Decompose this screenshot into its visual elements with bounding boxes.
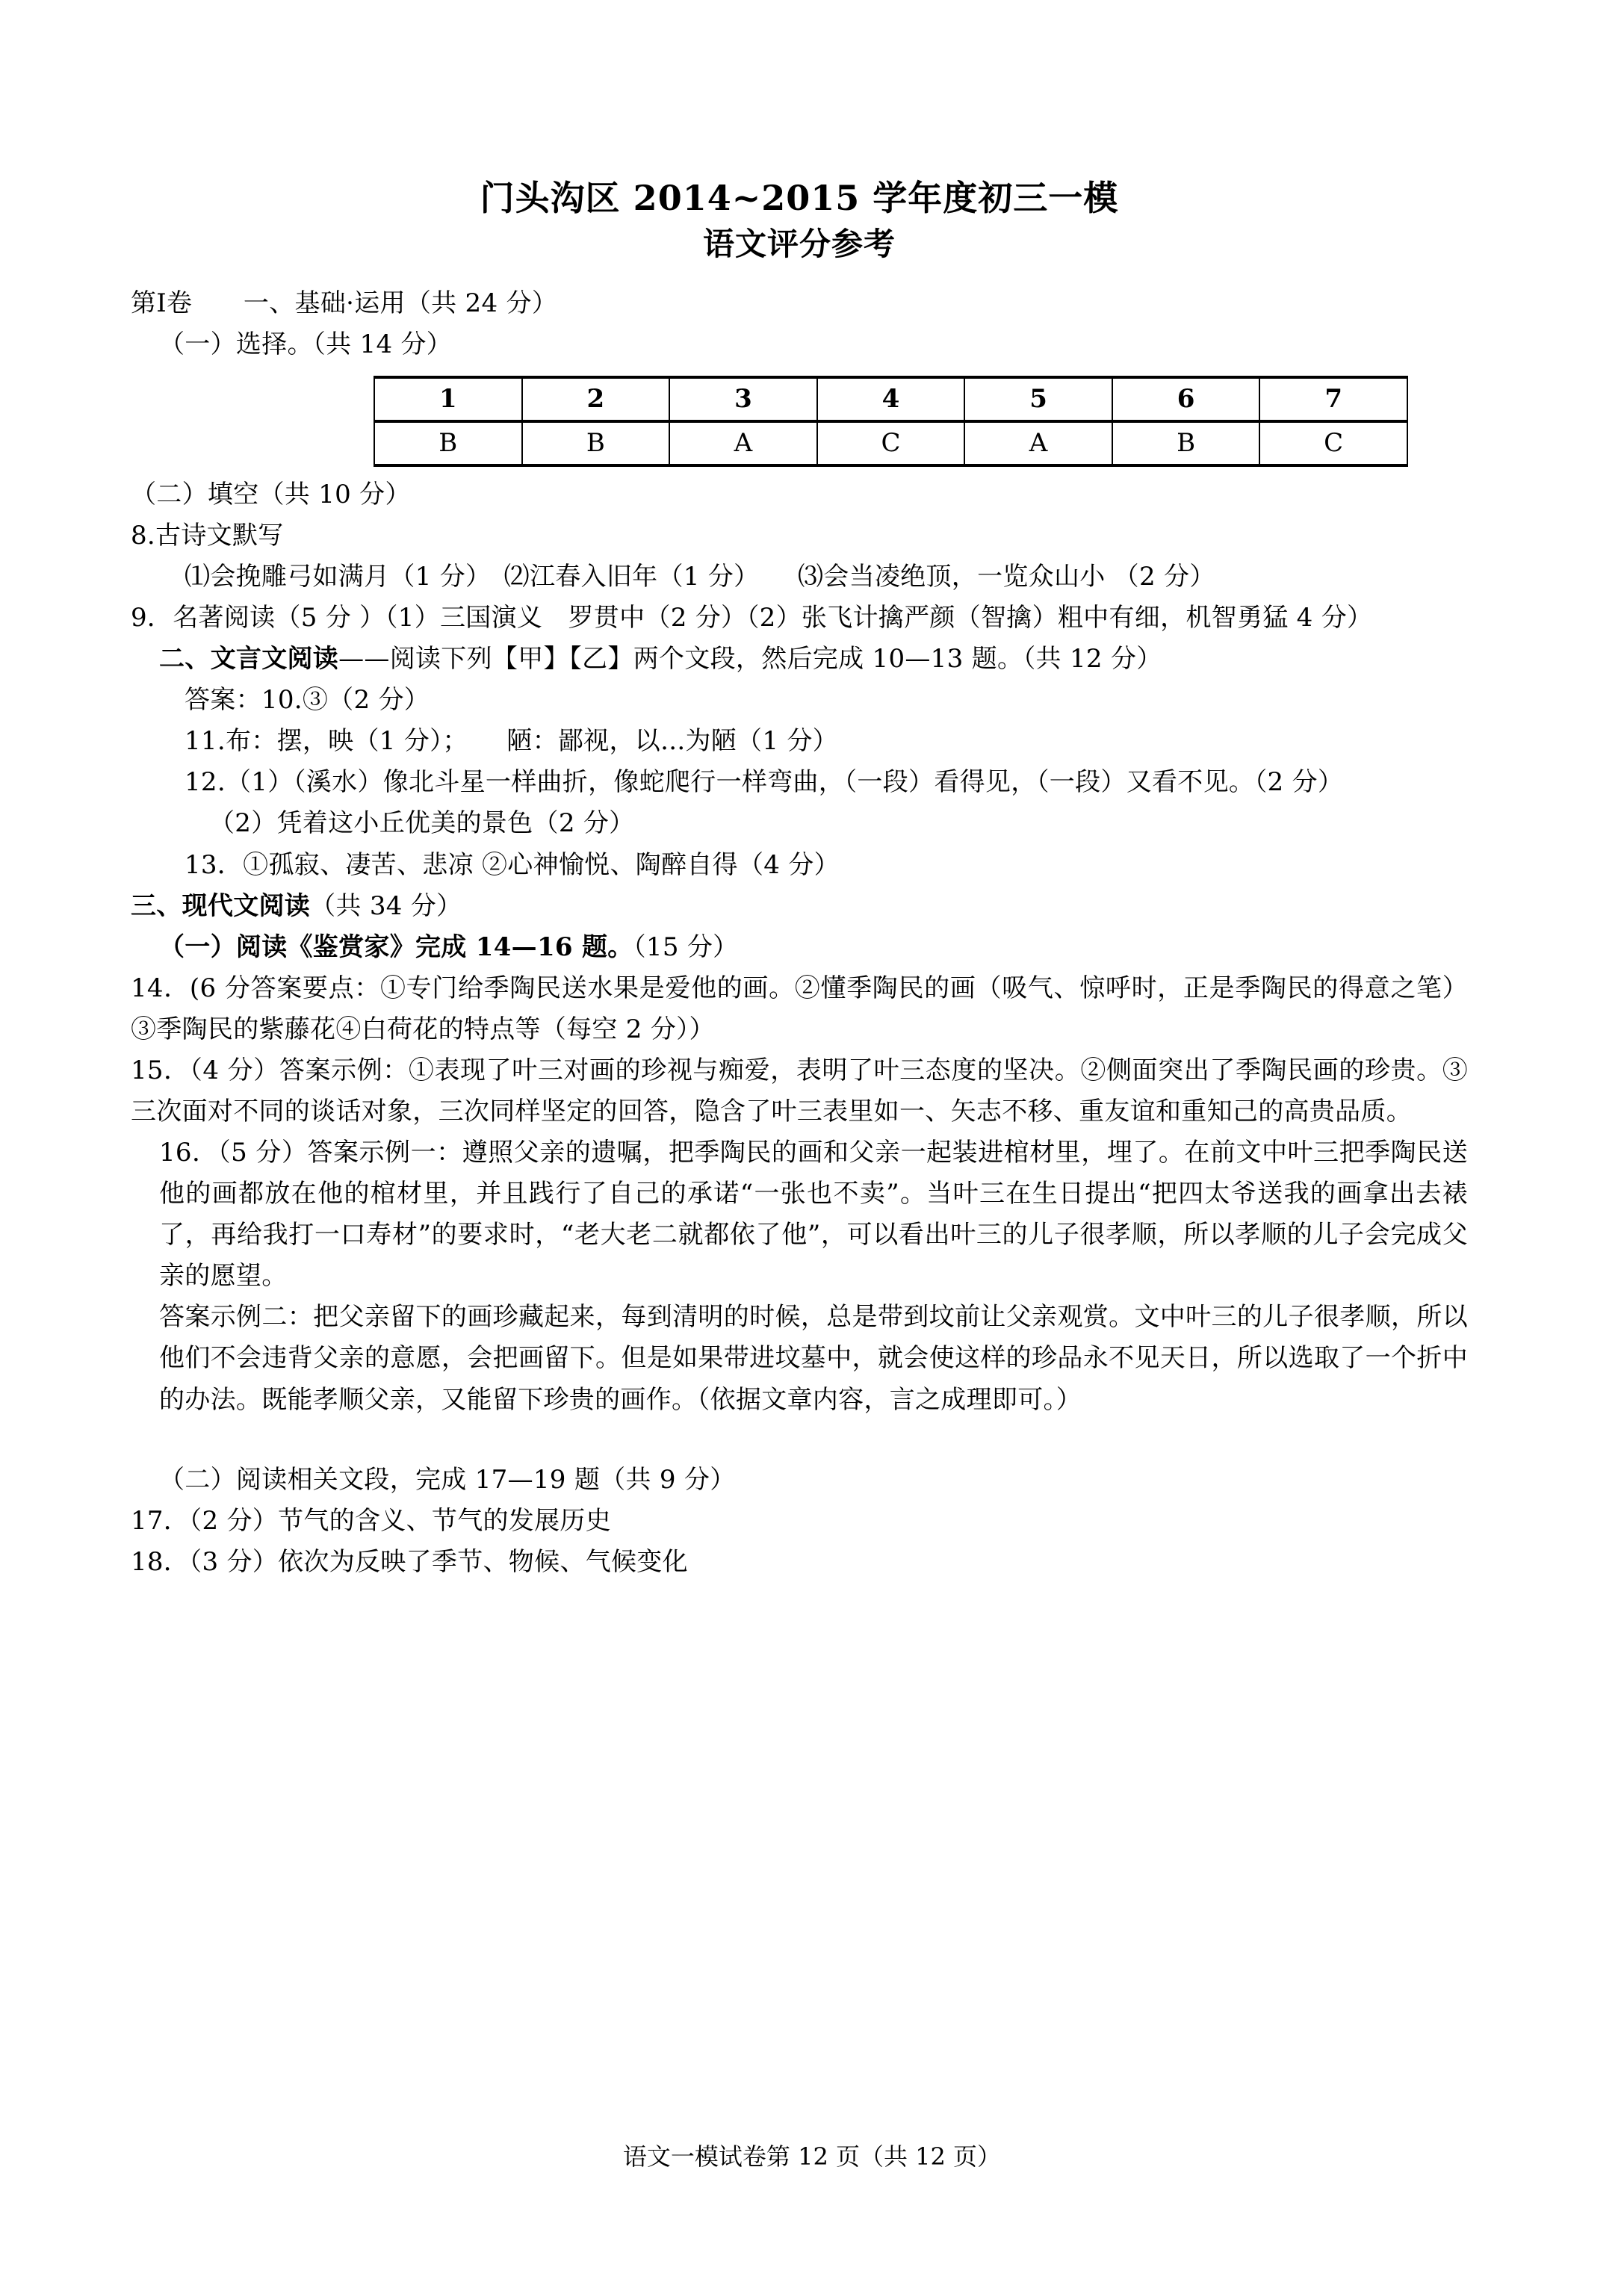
table-cell-answer: B <box>374 421 522 465</box>
question-14-answer: 14．(6 分答案要点：①专门给季陶民送水果是爱他的画。②懂季陶民的画（吸气、惊呼时，正是季陶民的得意之笔）③季陶民的紫藤花④白荷花的特点等（每空 2 分）） <box>131 973 1468 1044</box>
table-cell-answer: B <box>522 421 670 465</box>
page-subtitle: 语文评分参考 <box>702 226 896 263</box>
question-9-body: 9．名著阅读（5 分 ）（1）三国演义 罗贯中（2 分）（2）张飞计擒严颜（智擒）粗中有细，机智勇猛 4 分） <box>131 603 1373 633</box>
question-16-answer-example-2: 答案示例二：把父亲留下的画珍藏起来，每到清明的时候，总是带到坟前让父亲观赏。文中叶三的儿子很孝顺，所以他们不会违背父亲的意愿，会把画留下。但是如果带进坟墓中，就会使这样的珍品永不见天日，所以选取了一个折中的办法。既能孝顺父亲，又能留下珍贵的画作。（依据文章内容，言之成理即可。） <box>159 1302 1468 1415</box>
table-cell-qno: 6 <box>1112 377 1260 421</box>
question-13-answer: 13．①孤寂、凄苦、悲凉 ②心神愉悦、陶醉自得（4 分） <box>185 849 840 880</box>
table-cell-qno: 1 <box>374 377 522 421</box>
question-16-answer-example-1: 16．（5 分）答案示例一：遵照父亲的遗嘱，把季陶民的画和父亲一起装进棺材里，埋了。在前文中叶三把季陶民送他的画都放在他的棺材里，并且践行了自己的承诺“一张也不卖”。当叶三在生日提出“把四太爷送我的画拿出去裱了，再给我打一口寿材”的要求时，“老大老二就都依了他”，可以看出叶三的儿子很孝顺，所以孝顺的儿子会完成父亲的愿望。 <box>159 1138 1468 1292</box>
question-8-title: 8.古诗文默写 <box>131 520 284 551</box>
table-cell-qno: 7 <box>1259 377 1407 421</box>
section-3a-heading <box>131 927 1468 968</box>
question-12-2-answer: （2）凭着这小丘优美的景色（2 分） <box>209 808 635 839</box>
spacer <box>131 1421 1468 1460</box>
question-11-answer: 11.布：摆，映（1 分）； 陋：鄙视，以...为陋（1 分） <box>185 726 838 757</box>
question-12-1-answer: 12.（1）（溪水）像北斗星一样曲折，像蛇爬行一样弯曲，（一段）看得见，（一段）又看不见。（2 分） <box>185 767 1344 798</box>
question-10-answer: 答案：10.③（2 分） <box>185 685 430 716</box>
question-17-answer: 17．（2 分）节气的含义、节气的发展历史 <box>131 1505 612 1536</box>
section-3b-heading: （二）阅读相关文段，完成 17—19 题（共 9 分） <box>159 1464 736 1495</box>
table-cell-qno: 2 <box>522 377 670 421</box>
table-cell-answer: B <box>1112 421 1260 465</box>
table-cell-qno: 3 <box>669 377 817 421</box>
section-1-heading: 第Ⅰ卷 一、基础·运用（共 24 分） <box>131 288 558 318</box>
section-3-heading <box>131 886 1468 927</box>
table-cell-answer: C <box>817 421 965 465</box>
table-cell-qno: 5 <box>964 377 1112 421</box>
question-15-answer: 15．（4 分）答案示例：①表现了叶三对画的珍视与痴爱，表明了叶三态度的坚决。②侧面突出了季陶民画的珍贵。③三次面对不同的谈话对象，三次同样坚定的回答，隐含了叶三表里如一、矢志不移、重友谊和重知己的高贵品质。 <box>131 1055 1468 1126</box>
section-2-heading <box>131 639 1468 680</box>
section-3-heading-label: 三、现代文阅读 <box>131 890 311 921</box>
answer-table-wrapper <box>131 365 1468 474</box>
section-3a-heading-label: （一）阅读《鉴赏家》完成 14—16 题。 <box>159 931 633 962</box>
spacer <box>131 264 1468 283</box>
page-content <box>131 0 1468 1583</box>
objective-answer-table <box>374 376 1408 467</box>
question-8-body: ⑴会挽雕弓如满月（1 分） ⑵江春入旧年（1 分） ⑶会当凌绝顶，一览众山小 （2 分） <box>185 561 1215 592</box>
section-3-heading-detail: （共 34 分） <box>310 890 462 921</box>
table-cell-answer: A <box>964 421 1112 465</box>
section-1a-heading: （一）选择。（共 14 分） <box>159 329 453 359</box>
section-2-heading-detail: ——阅读下列【甲】【乙】两个文段，然后完成 10—13 题。（共 12 分） <box>338 644 1162 675</box>
table-row-answers <box>374 421 1407 465</box>
page-footer: 语文一模试卷第 12 页（共 12 页） <box>622 2142 1002 2171</box>
section-2-heading-label: 二、文言文阅读 <box>159 644 339 675</box>
section-1b-heading: （二）填空（共 10 分） <box>131 479 411 509</box>
table-cell-answer: C <box>1259 421 1407 465</box>
table-row-question-numbers <box>374 377 1407 421</box>
table-cell-answer: A <box>669 421 817 465</box>
section-3a-heading-detail: （15 分） <box>633 931 739 962</box>
table-cell-qno: 4 <box>817 377 965 421</box>
page-title: 门头沟区 2014~2015 学年度初三一模 <box>480 178 1119 218</box>
question-18-answer: 18．（3 分）依次为反映了季节、物候、气候变化 <box>131 1546 688 1577</box>
